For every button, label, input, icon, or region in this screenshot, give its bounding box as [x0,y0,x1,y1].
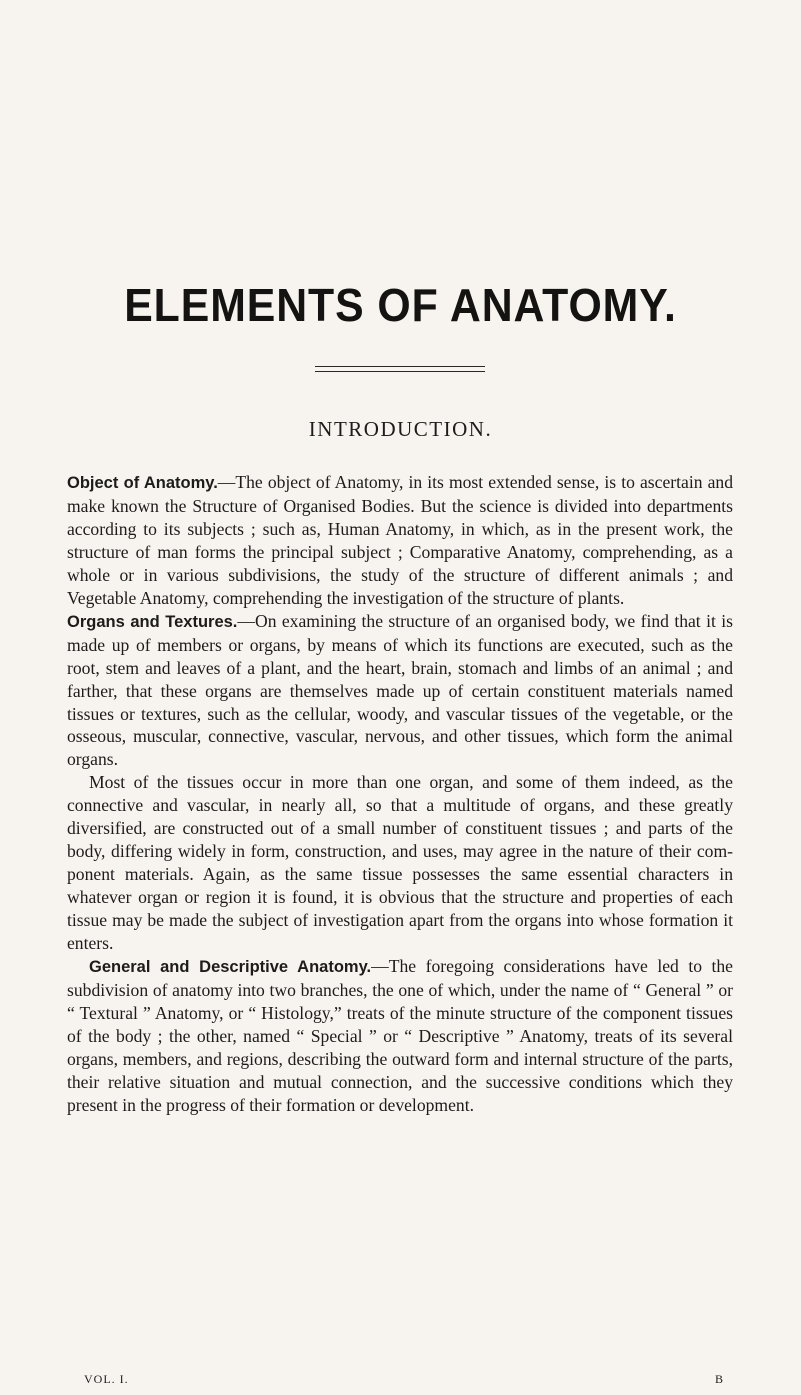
run-in-heading: Object of Anatomy. [67,474,218,492]
run-in-heading: Organs and Textures. [67,612,238,631]
signature-mark: B [714,1372,724,1386]
paragraph-object-of-anatomy [67,471,733,610]
book-title: ELEMENTS OF ANATOMY. [124,279,677,331]
paragraph-text: —On examining the structure of an organised body, we find that it is made up of members or organs, by means of which its functions are executed, such as the root, stem and leaves of a plant, and the heart, brain, stomach and limbs of an animal ; and farther, that these organs are themselves made up of certain constituent materials named tissues or textures, such as the cellular, woody, and vascular tissues of the vegetable, or the osseous, muscular, connective, vascular, nervous, and other tissues, which form the animal organs. [67,610,733,770]
title-divider [315,366,485,372]
paragraph-text: Most of the tissues occur in more than one organ, and some of them indeed, as the connective and vascular, in nearly all, so that a multitude of organs, and these greatly diversified, are constructed out of a small number of constituent tissues ; and parts of the body, differing widely in form, construction, and uses, may agree in the nature of their component materials. Again, as the same tissue possesses the same essential characters in whatever organ or region it is found, it is obvious that the structure and properties of each tissue may be made the subject of investigation apart from the organs into whose formation it enters. [67,772,733,954]
run-in-heading: General and Descriptive Anatomy. [89,958,372,977]
body-text [67,471,733,1117]
volume-label: VOL. I. [84,1372,129,1386]
section-title: INTRODUCTION. [308,417,493,441]
paragraph-text: —The foregoing considerations have led to the subdivision of anatomy into two branches, the one of which, under the name of “ General ” or “ Textural ” Anatomy, or “ Histology,” treats of the minute structure of the component tissues of the body ; the other, named “ Special ” or “ Descriptive ” Anatomy, treats of its several organs, members, and regions, describing the outward form and internal structure of the parts, their relative situation and mutual connection, and the successive conditions which they present in the progress of their formation or development. [67,956,733,1115]
paragraph-general-descriptive [67,955,733,1117]
paragraph-organs-and-textures [67,610,733,772]
paragraph-tissues [67,771,733,955]
paragraph-text: —The object of Anatomy, in its most extended sense, is to ascertain and make known the Structure of Organised Bodies. But the science is divided into departments according to its subjects ; such as, Human Anatomy, in which, as in the present work, the structure of man forms the principal subject ; Comparative Anatomy, comprehending, as a whole or in various subdivisions, the study of the structure of different animals ; and Vegetable Anatomy, comprehending the investigation of the structure of plants. [67,472,733,608]
